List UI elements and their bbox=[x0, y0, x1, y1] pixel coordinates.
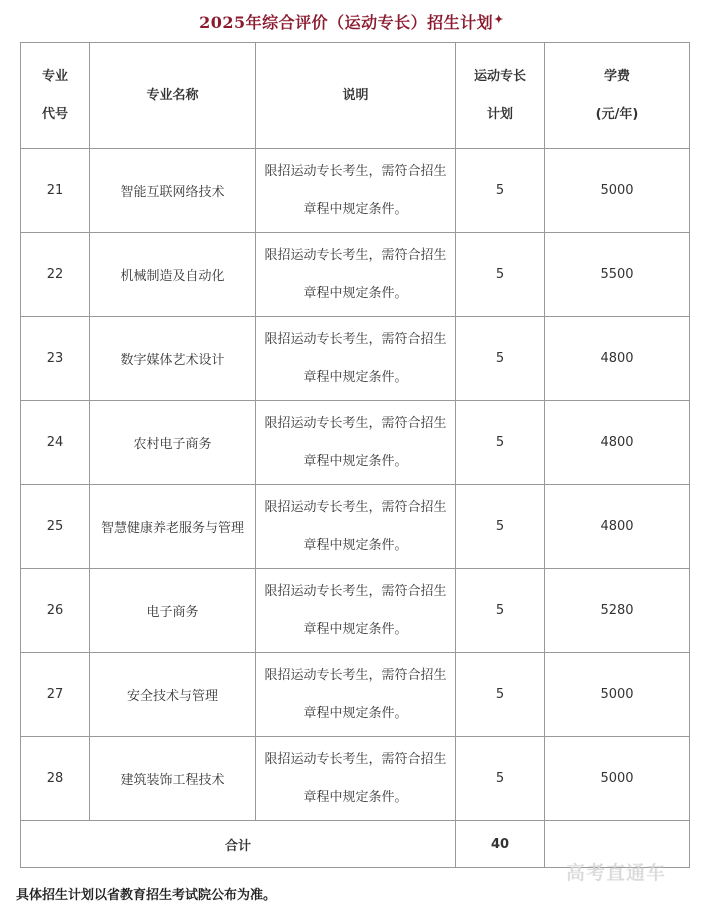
header-desc: 说明 bbox=[256, 43, 456, 149]
cell-name: 数字媒体艺术设计 bbox=[90, 317, 256, 401]
total-label: 合计 bbox=[21, 821, 456, 868]
cell-desc: 限招运动专长考生，需符合招生章程中规定条件。 bbox=[256, 485, 456, 569]
cell-plan: 5 bbox=[456, 401, 545, 485]
table-row bbox=[21, 149, 690, 233]
cell-code: 25 bbox=[21, 485, 90, 569]
cell-code: 24 bbox=[21, 401, 90, 485]
header-name: 专业名称 bbox=[90, 43, 256, 149]
cell-fee: 5500 bbox=[545, 233, 690, 317]
cell-fee: 5280 bbox=[545, 569, 690, 653]
cell-fee: 5000 bbox=[545, 737, 690, 821]
cell-fee: 5000 bbox=[545, 653, 690, 737]
cell-code: 23 bbox=[21, 317, 90, 401]
page-title bbox=[0, 10, 703, 33]
cell-plan: 5 bbox=[456, 149, 545, 233]
cell-fee: 4800 bbox=[545, 317, 690, 401]
cell-name: 机械制造及自动化 bbox=[90, 233, 256, 317]
cell-plan: 5 bbox=[456, 653, 545, 737]
cell-name: 智能互联网络技术 bbox=[90, 149, 256, 233]
cell-plan: 5 bbox=[456, 569, 545, 653]
cell-name: 农村电子商务 bbox=[90, 401, 256, 485]
cell-name: 电子商务 bbox=[90, 569, 256, 653]
watermark: 高考直通车 bbox=[566, 862, 667, 884]
cell-fee: 4800 bbox=[545, 401, 690, 485]
star-icon: ✦ bbox=[494, 13, 504, 26]
cell-code: 28 bbox=[21, 737, 90, 821]
table-row bbox=[21, 485, 690, 569]
cell-desc: 限招运动专长考生，需符合招生章程中规定条件。 bbox=[256, 653, 456, 737]
table-row bbox=[21, 317, 690, 401]
table-row bbox=[21, 401, 690, 485]
cell-plan: 5 bbox=[456, 485, 545, 569]
cell-desc: 限招运动专长考生，需符合招生章程中规定条件。 bbox=[256, 401, 456, 485]
table-row bbox=[21, 569, 690, 653]
cell-desc: 限招运动专长考生，需符合招生章程中规定条件。 bbox=[256, 149, 456, 233]
cell-desc: 限招运动专长考生，需符合招生章程中规定条件。 bbox=[256, 233, 456, 317]
cell-code: 27 bbox=[21, 653, 90, 737]
cell-name: 智慧健康养老服务与管理 bbox=[90, 485, 256, 569]
table-row bbox=[21, 653, 690, 737]
cell-code: 26 bbox=[21, 569, 90, 653]
cell-code: 21 bbox=[21, 149, 90, 233]
cell-fee: 5000 bbox=[545, 149, 690, 233]
table-header-row bbox=[21, 43, 690, 149]
cell-plan: 5 bbox=[456, 317, 545, 401]
table-row bbox=[21, 233, 690, 317]
footnote: 具体招生计划以省教育招生考试院公布为准。 bbox=[16, 888, 277, 903]
cell-code: 22 bbox=[21, 233, 90, 317]
header-code: 专业 代号 bbox=[21, 43, 90, 149]
cell-fee: 4800 bbox=[545, 485, 690, 569]
cell-desc: 限招运动专长考生，需符合招生章程中规定条件。 bbox=[256, 317, 456, 401]
cell-desc: 限招运动专长考生，需符合招生章程中规定条件。 bbox=[256, 737, 456, 821]
cell-name: 建筑装饰工程技术 bbox=[90, 737, 256, 821]
cell-desc: 限招运动专长考生，需符合招生章程中规定条件。 bbox=[256, 569, 456, 653]
total-plan: 40 bbox=[456, 821, 545, 868]
cell-name: 安全技术与管理 bbox=[90, 653, 256, 737]
cell-plan: 5 bbox=[456, 737, 545, 821]
header-plan: 运动专长 计划 bbox=[456, 43, 545, 149]
admission-plan-table bbox=[20, 42, 690, 868]
title-text: 2025年综合评价（运动专长）招生计划 bbox=[199, 13, 494, 32]
cell-plan: 5 bbox=[456, 233, 545, 317]
header-fee: 学费 (元/年) bbox=[545, 43, 690, 149]
table-row bbox=[21, 737, 690, 821]
